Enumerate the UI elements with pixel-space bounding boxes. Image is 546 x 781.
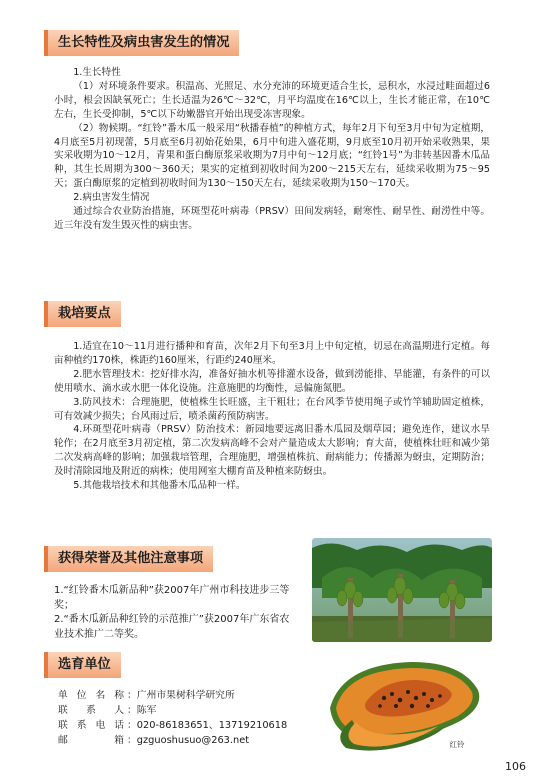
contact-value: gzguoshusuo@263.net (136, 735, 250, 746)
honors-body (54, 584, 298, 642)
growth-paragraph-phenology: （2）物候期。“红铃”番木瓜一般采用“秋播春植”的种植方式，每年2月下旬至3月中旬为定植期，4月底至5月初现蕾，5月底至6月初始花始果，6月中旬进入盛花期，9月底至10月初开始采收熟果，果实采收期为10～12月，青果和蛋白酶原浆采收期为7月中旬～12月底；“红铃1号”为非转基因番木瓜品种，其生长周期为300～360天；果实的定植到初收时间为200～215天左右，延续采收期为75～95天；蛋白酶原浆的定植到初收时间为130～150天左右，延续采收期为150～170天。 (54, 122, 490, 190)
contact-row: 联系人 ： 陈军 (58, 705, 157, 716)
breeder-contact (58, 688, 287, 748)
contact-label: 邮箱 (58, 735, 124, 746)
growth-subheading-1: 1.生长特性 (73, 67, 121, 78)
contact-row: 联系电话 ： 020-86183651、13719210618 (58, 720, 288, 731)
contact-row: 邮箱 ： gzguoshusuo@263.net (58, 735, 250, 746)
growth-body (54, 66, 490, 233)
cultivation-body (54, 340, 490, 493)
section-title-growth: 生长特性及病虫害发生的情况 (44, 30, 239, 56)
contact-label: 联系电话 (58, 720, 124, 731)
papaya-tree-photo (312, 538, 492, 642)
section-title-breeder: 选育单位 (44, 652, 121, 678)
cultivation-item: 2.肥水管理技术：挖好排水沟，准备好抽水机等排灌水设备，做到涝能排、旱能灌，有条件的可以使用喷水、滴水或水肥一体化设施。注意施肥的均衡性，忌偏施氮肥。 (54, 368, 490, 394)
cultivation-item: 5.其他栽培技术和其他番木瓜品种一样。 (73, 480, 246, 492)
section-title-honors: 获得荣誉及其他注意事项 (44, 546, 213, 572)
growth-paragraph-env: （1）对环境条件要求。积温高、光照足、水分充沛的环境更适合生长，忌积水，水浸过畦面超过6小时，根会因缺氧死亡；生长适温为26℃～32℃，月平均温度在16℃以上，生长才能正常，在10℃左右，生长受抑制，5℃以下幼嫩器官开始出现受冻害现象。 (54, 80, 490, 120)
contact-row: 单位名称 ： 广州市果树科学研究所 (58, 690, 235, 701)
contact-value: 广州市果树科学研究所 (136, 690, 235, 701)
contact-label: 单位名称 (58, 690, 124, 701)
growth-paragraph-pests: 通过综合农业防治措施，环斑型花叶病毒（PRSV）田间发病轻，耐寒性、耐旱性、耐涝性中等。近三年没有发生毁灭性的病虫害。 (54, 206, 490, 231)
section-title-cultivation: 栽培要点 (44, 301, 121, 327)
papaya-fruit-photo (312, 650, 492, 754)
page-number: 106 (505, 760, 526, 773)
cultivation-item: 1.适宜在10～11月进行播种和育苗，次年2月下旬至3月上中旬定植，切忌在高温期进行定植。每亩种植约170株，株距约160厘米，行距约240厘米。 (54, 341, 490, 366)
contact-label: 联系人 (58, 705, 124, 716)
cultivation-item: 3.防风技术：合理施肥，使植株生长旺盛，主干粗壮；在台风季节使用绳子或竹竿辅助固定植株，可有效减少损失；台风雨过后，喷杀菌药预防病害。 (54, 396, 490, 422)
fruit-photo-caption: 红铃 (449, 740, 465, 749)
contact-value: 陈军 (136, 705, 157, 716)
honor-item: 1.“红铃番木瓜新品种”获2007年广州市科技进步三等奖； (54, 585, 290, 611)
honor-item: 2.“番木瓜新品种红铃的示范推广”获2007年广东省农业技术推广二等奖。 (54, 614, 290, 640)
contact-value: 020-86183651、13719210618 (136, 720, 288, 731)
cultivation-item: 4.环斑型花叶病毒（PRSV）防治技术：新园地要远离旧番木瓜园及烟草园；避免连作，建议水旱轮作；在2月底至3月初定植，第二次发病高峰不会对产量造成太大影响；育大苗，使植株壮旺和减少第二次发病高峰的影响；加强栽培管理，合理施肥，增强植株抗、耐病能力；传播源为蚜虫，定期防治；及时清除园地及附近的病株；使用网室大棚育苗及种植来防蚜虫。 (54, 424, 490, 478)
growth-subheading-2: 2.病虫害发生情况 (73, 192, 150, 204)
